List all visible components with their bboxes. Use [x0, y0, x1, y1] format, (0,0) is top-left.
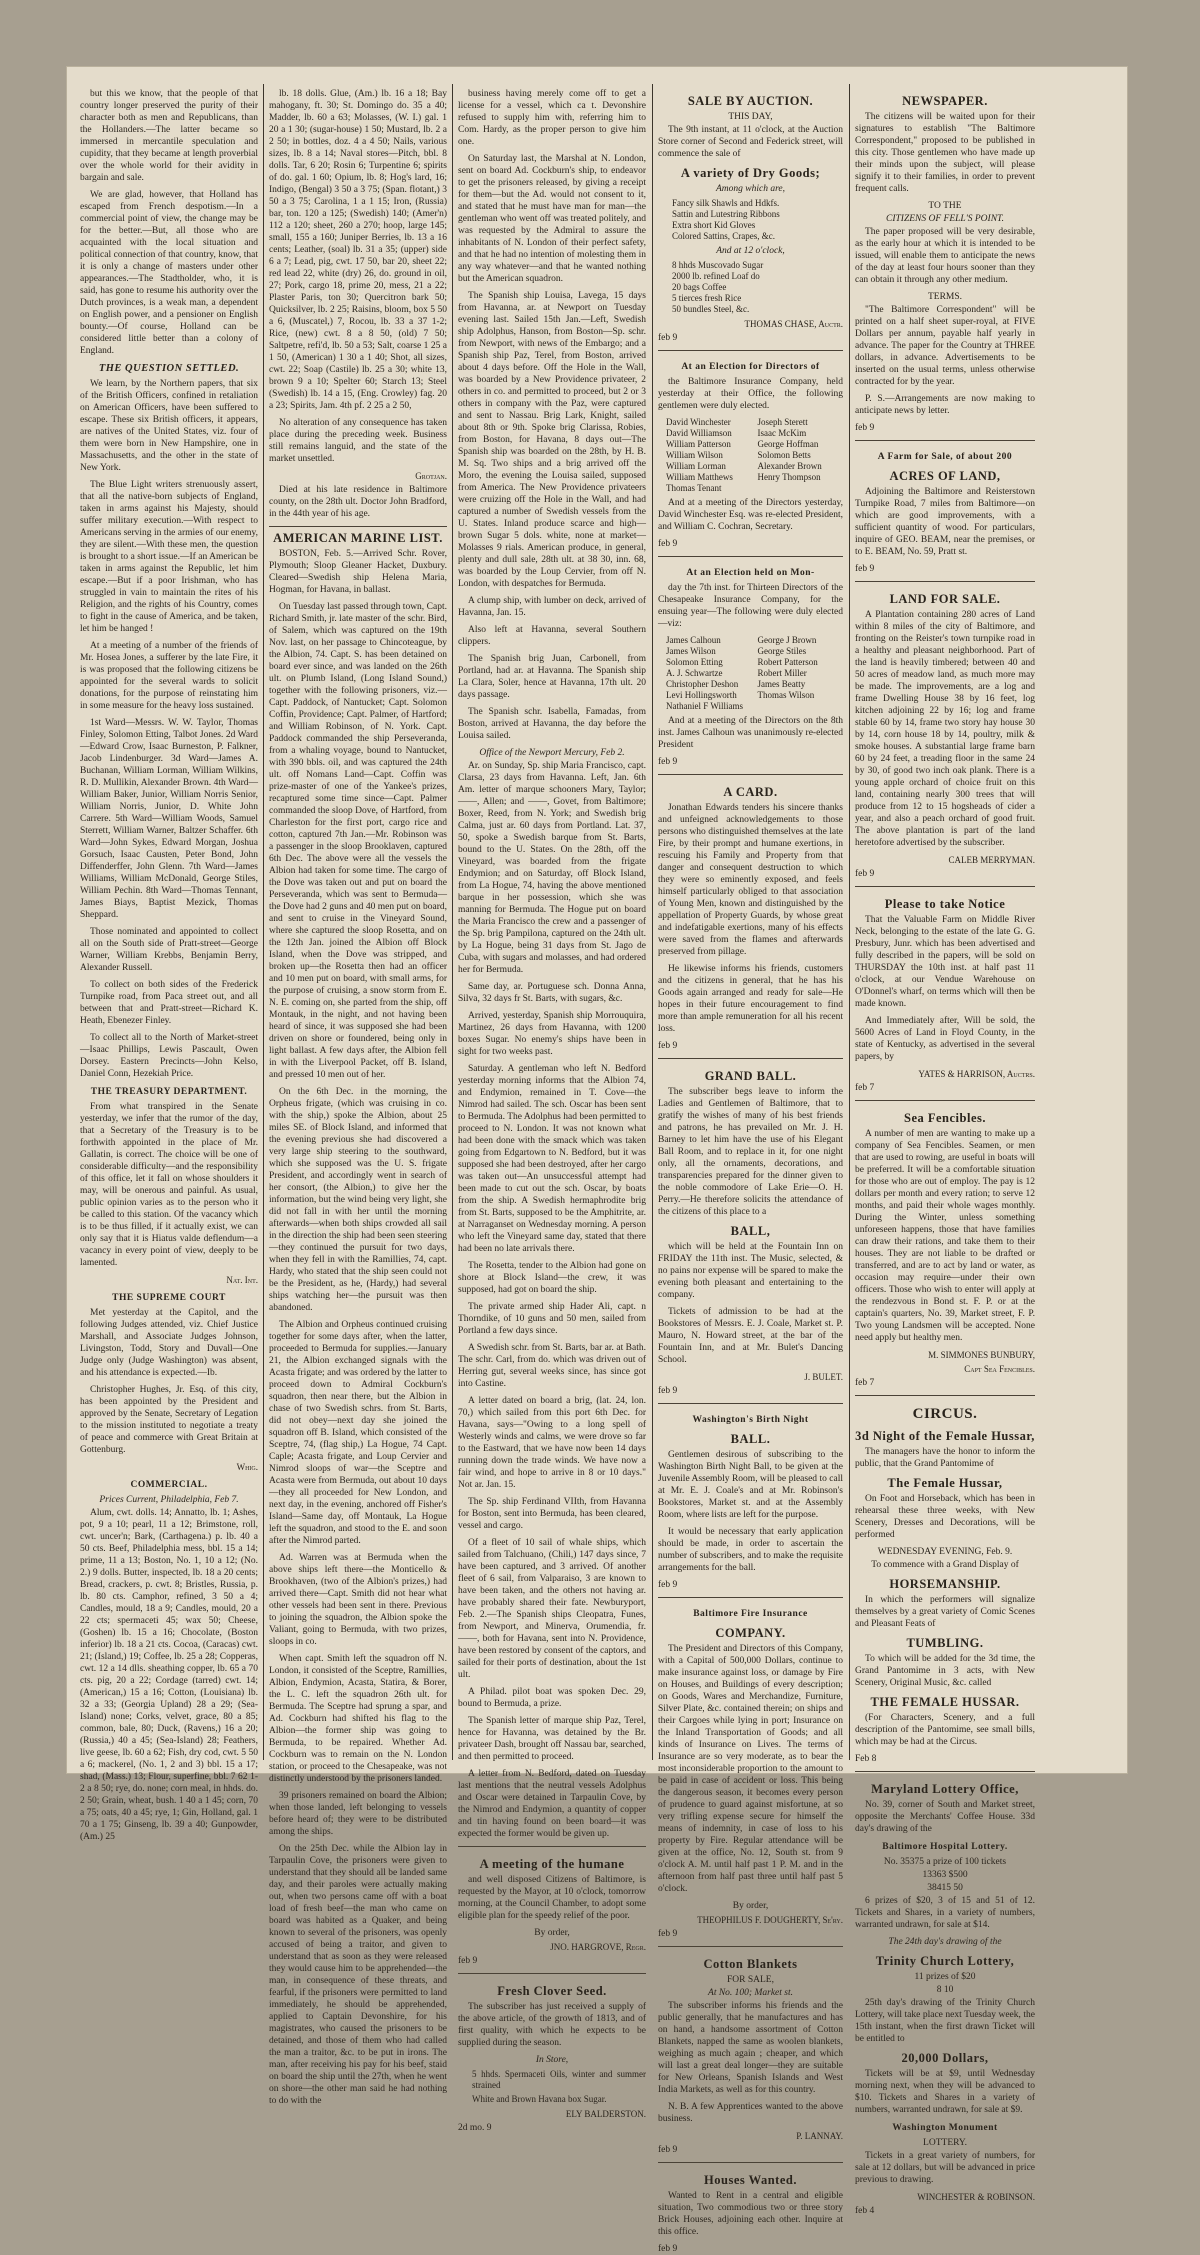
article-paragraph: To collect all to the North of Market-street—Isaac Phillips, Lewis Pascault, Owen Dorsey. Eastern Precincts—John Kelso, Daniel Conn, Hezekiah Price.	[80, 1033, 258, 1079]
headline: Houses Wanted.	[704, 2173, 797, 2187]
ad-date: feb 9	[658, 1580, 678, 1590]
list-item: Robert Miller	[757, 668, 807, 678]
headline: Maryland Lottery Office,	[871, 1782, 1019, 1796]
headline: SALE BY AUCTION.	[687, 94, 814, 108]
article-paragraph: We learn, by the Northern papers, that six of the British Officers, confined in retaliation on American Officers, have been suffered to escape. These six British officers, it appears, are natives of the United States, viz. four of them were born in New Hampshire, one in Massachusetts, and the other in the state of New York.	[80, 379, 258, 473]
name-list	[666, 417, 843, 494]
list-item: James Beatty	[757, 679, 806, 689]
ad-subheading: And at 12 o'clock,	[716, 246, 785, 256]
ad-subheading: In Store,	[535, 2055, 569, 2065]
ad-body: It would be necessary that early application should be made, in order to ascertain the number of subscribers, and to make the requisite arrangements for the ball.	[658, 1527, 843, 1573]
article-paragraph: A clump ship, with lumber on deck, arrived of Havanna, Jan. 15.	[458, 596, 646, 618]
notice-meeting	[458, 1846, 646, 1967]
article-paragraph: No alteration of any consequence has taken place during the preceding week. Business still remains languid, and the state of the market unsettled.	[269, 418, 447, 464]
article-paragraph: Met yesterday at the Capitol, and the following Judges attended, viz. Chief Justice Marshall, and Associate Judges Johnson, Livingston, Todd, Story and Duvall—One Judge only (Judge Washington) was absent, and his attendance is expected.—Ib.	[80, 1308, 258, 1378]
ad-display-line: Baltimore Hospital Lottery.	[882, 1842, 1008, 1852]
subheadline: Prices Current, Philadelphia, Feb 7.	[99, 1495, 239, 1505]
ad-display-line: Washington Monument	[892, 2123, 998, 2133]
ad-signature: M. SIMMONES BUNBURY,	[928, 1350, 1035, 1360]
article-paragraph: Alum, cwt. dolls. 14; Annatto, lb. 1; Ashes, pot, 9 a 10; pearl, 11 a 12; Brimstone, roll, cwt. uncer'n; Bark, (Carthagena.) p. lb. 40 a 50 cts. Beef, Philadelphia mess, bbl. 15 a 14; prime, 11 a 13; Boston, No. 1, 10 a 12; (No. 2.) 9 dolls. Butter, inspected, lb. 18 a 20 cents; Bread, crackers, p. cwt. 8; Bristles, Russia, p. lb. 80 cts. Camphor, refined, 3 50 a 4; Candles, mould, 18 a 9; Candles, mould, 20 a 22 cts; spermaceti 45; wax 50; Cheese, (Goshen) lb. 15 a 16; Chocolate, (Boston inferior) lb. 18 a 21 cts. Cocoa, (Caracas) cwt. 21; (Island,) 19; Coffee, lb. 25 a 28; Copperas, cwt. 12 a 14 dlls. sheathing copper, lb. 65 a 70 cts. pig, 20 a 22; Cordage (tarred) cwt. 14; (American,) 15 a 16; Cotton, (Louisiana) lb. 32 a 33; (Georgia Upland) 28 a 29; (Sea-Island) none; Corks, velvet, grace, 80 a 85; common, bale, 80; Duck, (Ravens,) 16 a 20; (Russia,) 40 a 45; (Sea-Island) 28; Feathers, live geese, lb. 60 a 62; Fish, dry cod, cwt. 5 50 a 6; mackerel, (No. 1, 2 and 3) bbl. 15 a 17; shad, (Mass.) 13; Flour, superfine, bbl. 7 62 1-2 a 8 50; rye, do. none; corn meal, in hhds. do. 2 50; Grain, wheat, bush. 1 40 a 1 45; corn, 70 a 75; oats, 40 a 45; rye, 1; Gin, Holland, gal. 1 70 a 1 75; Ginseng, lb. 39 a 40; Gunpowder, (Am.) 25	[80, 1508, 258, 1842]
ad-subheading: LOTTERY.	[923, 2138, 967, 2148]
list-item: William Wilson	[666, 450, 723, 460]
ad-body: The managers have the honor to inform the public, that the Grand Pantomime of	[855, 1447, 1035, 1469]
article-paragraph: A Swedish schr. from St. Barts, bar ar. at Bath. The schr. Carl, from do. which was driven out of Herring gut, several weeks since, has since got into Castine.	[458, 1343, 646, 1389]
article-paragraph: On the 6th Dec. in the morning, the Orpheus frigate, (which was cruising in co. with the ship,) spoke the Albion, about 25 miles SE. of Block Island, and informed that the evening previous she had discovered a very large ship steering to the southward, which she supposed was the U. S. frigate President, and accordingly went in search of her consort, (the Albion,) to give her the information, but the wind being very light, she did not fall in with her until the morning afterwards—when both ships crowded all sail in the direction the ship had been seen steering—they continued the pursuit for two days, when they fell in with the Ramillies, 74, capt. Hardy, who stated that the ship seen could not be the President, as he, (Hardy,) had several ships watching her—the pursuit was then abandoned.	[269, 1087, 447, 1313]
ad-subheading: TO THE	[928, 201, 962, 211]
list-item: Sattin and Lutestring Ribbons	[672, 209, 780, 219]
obituary: Died at his late residence in Baltimore county, on the 28th ult. Doctor John Bradford, in the 44th year of his age.	[269, 485, 447, 519]
list-item: 20 bags Coffee	[672, 282, 727, 292]
headline: Washington's Birth Night	[692, 1415, 809, 1425]
ad-date: feb 7	[855, 1378, 875, 1388]
ad-display-line: 3d Night of the Female Hussar,	[855, 1429, 1035, 1443]
ad-date: feb 9	[855, 564, 875, 574]
ad-display-line: HORSEMANSHIP.	[889, 1577, 1001, 1591]
article-paragraph: Ar. on Sunday, Sp. ship Maria Francisco, capt. Clarsa, 23 days from Havanna. Left, Jan. 6th Am. letter of marque schooners Mary, Taylor; ——, Allen; and ——, Govet, from Baltimore; Boxer, Reed, from N. York; and Swedish brig Calma, just ar. 60 days from Portland. Lat. 37, 50, spoke a Swedish barque from St. Barts, bound to the U. States. On the 28th, off the Vineyard, was boarded from the frigate Endymion; and on Saturday, off Block Island, from La Hogue, 74, having the above mentioned barque in her possession, which she was manning for Bermuda. The Hogue put on board the Maria Francisco the crew and a passenger of the Sp. brig Pampilona, captured on the 24th ult. by La Hogue, being 31 days from St. Jago de Cuba, with sugars and molasses, and had ordered her for Bermuda.	[458, 761, 646, 975]
column-rule	[652, 84, 653, 1760]
headline: A CARD.	[723, 785, 778, 799]
article-paragraph: Ad. Warren was at Bermuda when the above ships left there—the Monticello & Brookhaven, (two of the Albion's prizes,) had arrived there—Capt. Smith did not hear what other vessels had been sent in there. Previous to joining the squadron, the Albion spoke the Valiant, going to Bermuda, with two prizes, sloops in co.	[269, 1553, 447, 1647]
article-paragraph: Same day, ar. Portuguese sch. Donna Anna, Silva, 32 days fr St. Barts, with sugars, &c.	[458, 982, 646, 1004]
ad-body: The subscriber has just received a supply of the above article, of the growth of 1813, and of first quality, with which he expects to be supplied during the season.	[458, 2002, 646, 2048]
article-paragraph: From what transpired in the Senate yesterday, we infer that the rumor of the day, that a Secretary of the Treasury is to be forthwith appointed in the place of Mr. Gallatin, is correct. The choice will be one of considerable difficulty—and the responsibility of this office, let it fall on whose shoulders it may, will be onerous and painful. As usual, public opinion varies as to the person who it be called to this station. Of the vacancy which is to be thus filled, if it actually exist, we can only say that it is Hiatus valde deflendum—a vacancy in every point of view, deeply to be lamented.	[80, 1102, 258, 1268]
article-paragraph: The Albion and Orpheus continued cruising together for some days after, when the latter, proceeded to Bermuda for supplies.—January 21, the Albion exchanged signals with the Acasta frigate; and was ordered by the latter to proceed down to Admiral Cockburn's squadron, then near there, but the Albion in chase of two Swedish schrs. from St. Barts, did not obey—next day she joined the squadron off B. Island, which consisted of the Sceptre, 74, (flag ship,) La Hogue, 74 Capt. Caple; Acasta frigate, and Loup Cervier and Nimrod sloops of war—the Sceptre and Acasta were from Bermuda, out about 10 days—they all proceeded for New London, and next day, in the evening, anchored off Fisher's Island—Same day, off Montauk, La Hogue left the squadron, and stood to the E. and soon after the Nimrod parted.	[269, 1320, 447, 1546]
list-item: Thomas Wilson	[757, 690, 815, 700]
ad-notice	[855, 886, 1035, 1094]
notice-body: Jonathan Edwards tenders his sincere thanks and unfeigned acknowledgements to those persons who distinguished themselves at the late Fire, by their prompt and humane exertions, in rescuing his Family and Property from that danger and consequent destruction to which they were so eminently exposed, and feels himself particularly obliged to that association of Young Men, known and distinguished by the appellation of Property Guards, by whose great and indefatigable exertions, many of his effects were saved from the flames and afterwards preserved from pillage.	[658, 803, 843, 957]
ad-body: which will be held at the Fountain Inn on FRIDAY the 11th inst. The Music, selected, & no pains nor expense will be spared to make the evening both pleasant and entertaining to the company.	[658, 1242, 843, 1300]
list-item: George Stiles	[757, 646, 807, 656]
ad-body: Tickets of admission to be had at the Bookstores of Messrs. E. J. Coale, Market st. P. Mauro, N. Howard street, at the bar of the Fountain Inn, and at Mr. Bulet's Dancing School.	[658, 1307, 843, 1365]
notice-body: And at a meeting of the Directors yesterday, David Winchester Esq. was re-elected President, and William C. Cochran, Secretary.	[658, 498, 843, 532]
ad-body: Tickets in a great variety of numbers, for sale at 12 dollars, but will be advanced in price previous to drawing.	[855, 2151, 1035, 2185]
ad-date: feb 7	[855, 1083, 875, 1093]
list-item: Isaac McKim	[757, 428, 807, 438]
list-item: Solomon Betts	[757, 450, 811, 460]
column-2	[269, 88, 447, 2106]
ad-signature: CALEB MERRYMAN.	[948, 855, 1035, 865]
list-item: George Hoffman	[757, 439, 819, 449]
ad-cotton-blankets	[658, 1946, 843, 2156]
article-paragraph: business having merely come off to get a license for a vessel, which ca t. Devonshire refused to supply him with, referring him to Com. Hardy, as the proper person to give him one.	[458, 89, 646, 147]
ad-body: 25th day's drawing of the Trinity Church Lottery, will take place next Tuesday week, the 15th instant, when the first drawn Ticket will be entitled to	[855, 1998, 1035, 2044]
ad-subheading: CITIZENS OF FELL'S POINT.	[886, 214, 1004, 224]
headline: COMMERCIAL.	[130, 1480, 208, 1490]
article-paragraph: When capt. Smith left the squadron off N. London, it consisted of the Sceptre, Ramillies, Albion, Endymion, Acasta, Statira, & Borer, the L. C. left the squadron 26th ult. for Bermuda. The Sceptre had sprung a spar, and Ad. Cockburn had shifted his flag to the Albion—the former ship was going to Bermuda, to be repaired. Whether Ad. Cockburn was to remain on the N. London station, or proceed to the Chesapeake, was not distinctly understood by the prisoners landed.	[269, 1654, 447, 1784]
ad-date: feb 9	[855, 423, 875, 433]
ad-body: And Immediately after, Will be sold, the 5600 Acres of Land in Floyd County, in the state of Kentucky, as advertised in the several papers, by	[855, 1016, 1035, 1062]
headline: Cotton Blankets	[703, 1957, 798, 1971]
list-item: William Patterson	[666, 439, 731, 449]
list-item: William Matthews	[666, 472, 733, 482]
ad-item: 5 hhds. Spermaceti Oils, winter and summer strained	[472, 2069, 646, 2090]
article-paragraph: The Spanish letter of marque ship Paz, Terel, hence for Havanna, was detained by the Br. privateer Dash, brought off Nassau bar, searched, and then permitted to proceed.	[458, 1716, 646, 1762]
notice-body: and well disposed Citizens of Baltimore, is requested by the Mayor, at 10 o'clock, tomorrow morning, at the Council Chamber, to adopt some eligible plan for the speedy relief of the poor.	[458, 1875, 646, 1921]
notice-body: He likewise informs his friends, customers and the citizens in general, that he has his Goods again arranged and ready for sale—He hopes in their future encouragement to find more than ample remuneration for all his recent loss.	[658, 964, 843, 1034]
prize-line: 11 prizes of $20	[914, 1972, 976, 1982]
ad-body: The subscriber informs his friends and the public generally, that he manufactures and has on hand, a handsome assortment of Cotton Blankets, napped the same as woolen blankets, weighing as much again ; cheaper, and which will last a great deal longer—they are suitable for New Orleans, Spanish Islands and West India Markets, as well as for this country.	[658, 2001, 843, 2095]
article-paragraph: 39 prisoners remained on board the Albion; when those landed, left belonging to vessels before heard of; they were to be distributed among the ships.	[269, 1791, 447, 1837]
article-paragraph: We are glad, however, that Holland has escaped from French despotism.—In a commercial point of view, the change may be for the better.—But, all those who are acquainted with the local situation and political connection of that country, know, that it is only a change of masters under other appearances.—The Stadtholder, who, it is said, has gone to resume his authority over the Dutch provinces, is a weak man, a dependent on English power, and a pensioner on English bounty.—Of course, Holland can be considered little better than a colony of England.	[80, 190, 258, 356]
ad-body: The 9th instant, at 11 o'clock, at the Auction Store corner of Second and Federick street, will commence the sale of	[658, 125, 843, 159]
ad-body: A Plantation containing 280 acres of Land within 8 miles of the city of Baltimore, and fronting on the Reister's town turnpike road in a healthy and pleasant neighborhood. Part of the land is heavily timbered; between 40 and 50 acres of meadow land, as much more may be made. The improvements, are a log and frame Dwelling House 38 by 16 feet, log kitchen adjoining 22 by 16; log and frame stable 60 by 14, frame two story hay house 30 by 14, corn house 18 by 14, poultry, milk & smoke houses. A substantial large frame barn 60 by 24 feet, a treading floor in the same 24 by 30, of good two inch oak plank. There is a young apple orchard of choice fruit on this land, containing nearly 300 trees that will produce from 12 to 15 hogsheads of cider a year, and also a peach orchard of good fruit. The above plantation is part of the land heretofore advertised by the subscriber.	[855, 610, 1035, 848]
list-item	[758, 701, 844, 712]
headline: Sea Fencibles.	[904, 1111, 986, 1125]
ad-postscript: P. S.—Arrangements are now making to anticipate news by letter.	[855, 394, 1035, 416]
headline: At an Election held on Mon-	[686, 568, 815, 578]
article-paragraph: lb. 18 dolls. Glue, (Am.) lb. 16 a 18; Bay mahogany, ft. 30; St. Domingo do. 35 a 40; Madder, lb. 60 a 63; Molasses, (W. I.) gal. 1 20 a 1 30; (sugar-house) 1 50; Mustard, lb. 2 a 2 50; in bottles, doz. 4 a 4 50; Nails, various sizes, lb. 8 a 14; Naval stores—Pitch, bbl. 8 dolls. Tar, 6 20; Rosin 6; Turpentine 6; spirits of do. gal. 1 60; Opium, lb. 8; Hog's lard, 16; Indigo, (Bengal) 3 50 a 3 75; (Span. flotant,) 3 50 a 3 75; Carolina, 1 a 1 15; Iron, (Russia) bar, ton. 120 a 125; (Swedish) 140; (Amer'n) 112 a 120; sheet, 260 a 270; hoop, large 145; small, 155 a 160; Juniper Berries, lb. 13 a 16 cents; Leather, (soal) lb. 31 a 35; (upper) side 6 a 7; Lead, pig, cwt. 17 50, bar 20, sheet 22; red lead 22, white (dry) 26, do. ground in oil, 27; Pork, cargo 18, prime 20, mess, 21 a 22; Plaster Paris, ton 30; Quercitron bark 50; Quicksilver, lb. 2 25; Raisins, bloom, box 5 50 a 6, (Muscatel,) 7, Rocou, lb. 33 a 37 1-2; Rice, (new) cwt. 8 a 8 50, (old) 7 50; Saltpetre, refi'd, lb. 50 a 53; Salt, coarse 1 25 a 1 50, (American) 1 30 a 1 40; Shot, all sizes, cwt. 22; Soap (Castile) lb. 25 a 30; white 13, brown 9 a 10; Spelter 60; Starch 13; Steel (Swedish) lb. 14 a 15, (Eng. Crowley) fag. 20 a 23; Spirits, Jam. 4th pf. 2 25 a 2 50,	[269, 89, 447, 411]
ad-subheading: TERMS.	[927, 292, 963, 302]
list-item: Fancy silk Shawls and Hdkfs.	[672, 198, 780, 208]
ad-fire-insurance	[658, 1597, 843, 1940]
article-paragraph: Christopher Hughes, Jr. Esq. of this city, has been appointed by the President and approved by the Senate, Secretary of Legation to the mission instituted to negotiate a treaty of peace and commerce with Great Britain at Gottenburg.	[80, 1385, 258, 1455]
list-item: 2000 lb. refined Loaf do	[672, 271, 760, 281]
ad-body: Tickets will be at $9, until Wednesday morning next, when they will be advanced to $10. Tickets and Shares in a variety of numbers, warranted undrawn, for sale at $9.	[855, 2069, 1035, 2115]
ad-date: feb 9	[658, 1929, 678, 1939]
headline: THE TREASURY DEPARTMENT.	[90, 1087, 248, 1097]
ad-auction	[658, 94, 843, 344]
headline: NEWSPAPER.	[902, 94, 988, 108]
ad-signature: ELY BALDERSTON.	[565, 2109, 646, 2119]
ad-item-list	[672, 198, 843, 242]
notice-body: the Baltimore Insurance Company, held yesterday at their Office, the following gentlemen were duly elected.	[658, 377, 843, 411]
ad-body: Wanted to Rent in a central and eligible situation, Two commodious two or three story Brick Houses, adjoining each other. Inquire at this office.	[658, 2191, 843, 2237]
ad-body: No. 39, corner of South and Market street, opposite the Merchants' Coffee House. 33d day's drawing of the	[855, 1800, 1035, 1834]
ad-display-line: THE FEMALE HUSSAR.	[870, 1695, 1020, 1709]
headline: At an Election for Directors of	[681, 362, 820, 372]
article-paragraph: On the 25th Dec. while the Albion lay in Tarpaulin Cove, the prisoners were given to understand that they should all be landed same day, and their paroles were actually making out, when two persons came off with a boat load of fresh beef—the man who came on board was habited as a Quaker, and being known to several of the prisoners, was openly accused of being a traitor, and given to understand that as soon as they were released they would cause him to be apprehended—the man, in consequence of these threats, and fearful, if the prisoners were permitted to land immediately, he should be apprehended, applied to Captain Devonshire, for his magistrates, who caused the prisoners to be detained, and those of them who had called the man a traitor, &c. to be put in irons. The man, after receiving his pay for his beef, staid on board the ship until the 27th, when he went on shore—the other man said he had nothing to do with the	[269, 1844, 447, 2106]
list-item: William Lorman	[666, 461, 726, 471]
article-paragraph: The Rosetta, tender to the Albion had gone on shore at Block Island—the crew, it was supposed, had got on board the ship.	[458, 1261, 646, 1295]
notice-date: feb 9	[458, 1956, 478, 1966]
ad-body: Gentlemen desirous of subscribing to the Washington Birth Night Ball, to be given at the Juvenile Assembly Room, will be pleased to call at Mr. E. J. Coale's and at Mr. Robinson's Bookstores, Market st. and at the Assembly Room, where lists are left for the purpose.	[658, 1450, 843, 1520]
ad-subheading: FOR SALE,	[727, 1975, 774, 1985]
ad-body: N. B. A few Apprentices wanted to the above business.	[658, 2102, 843, 2124]
column-5	[855, 88, 1035, 2216]
subheadline: Office of the Newport Mercury, Feb 2.	[479, 748, 625, 758]
ad-body: (For Characters, Scenery, and a full description of the Pantomime, see small bills, which may be had at the Circus.	[855, 1713, 1035, 1747]
ad-subheading: Among which are,	[715, 184, 786, 194]
headline: Baltimore Fire Insurance	[693, 1609, 808, 1619]
column-1	[80, 88, 258, 1842]
article-paragraph: Also left at Havanna, several Southern clippers.	[458, 625, 646, 647]
ad-clover-seed	[458, 1973, 646, 2134]
ad-body: The President and Directors of this Company, with a Capital of 500,000 Dollars, continue to make insurance against loss, or damage by Fire on Houses, and Buildings of every description; on Goods, Wares and Merchandize, Furniture, Silver Plate, &c. contained therein; on ships and their Cargoes while lying in port; Insurance on the Inland Transportation of Goods; and all kinds of Insurance on Lives. The terms of Insurance are so very moderate, as to bear the most inconsiderable proportion to the amount to be paid in case of accident or loss. This being the dangerous season, it becomes every person of prudence to guard against misfortune, at so very trifling expense secure for himself the means of indemnity, in case of loss to his property by Fire. Regular attendance will be given at the office, No. 12, South st. from 9 o'clock A. M. until half past 1 P. M. and in the afternoon from half past three until half past 5 o'clock.	[658, 1644, 843, 1894]
ad-display-line: TUMBLING.	[906, 1636, 984, 1650]
list-item: David Williamson	[666, 428, 732, 438]
ad-newspaper	[855, 94, 1035, 434]
column-rule	[849, 84, 850, 1760]
ad-houses-wanted	[658, 2162, 843, 2255]
ad-body: To which will be added for the 3d time, the Grand Pantomime in 3 acts, with New Scenery, Original Music, &c. called	[855, 1654, 1035, 1688]
ad-item: White and Brown Havana box Sugar.	[472, 2094, 607, 2104]
article-paragraph: On Saturday last, the Marshal at N. London, sent on board Ad. Cockburn's ship, to endeavor to get the prisoners released, by giving a receipt for them—but the Ad. would not consent to it, and stated that he must have man for man—the gentleman who went off was treated politely, and was requested by the Admiral to assure the inhabitants of N. London of their perfect safety, and that he had no intention of molesting them in any way whatever—and that he wanted nothing but the American squadron.	[458, 154, 646, 284]
ad-date: feb 9	[658, 2244, 678, 2254]
article-paragraph: Of a fleet of 10 sail of whale ships, which sailed from Talchuano, (Chili,) 147 days since, 7 have been captured, and 3 arrived. Of another fleet of 6 sail, from Valparaiso, 3 are known to have been taken, and the others not having ar. have probably shared their fate. Newburyport, Feb. 2.—The Spanish ships Cleopatra, Funes, from Newport, and Minerva, Orumendia, fr. ——, both for Havana, sent into N. Providence, have been restored by consent of the captors, and sailed for their ports of destination, about the 1st ult.	[458, 1538, 646, 1680]
ad-birth-night-ball	[658, 1403, 843, 1591]
article-paragraph: The Spanish ship Louisa, Lavega, 15 days from Havanna, ar. at Newport on Tuesday evening last. Sailed 15th Jan.—Left, Swedish ship Adolphus, Hanson, from Boston—Sp. schr. from Newport, with news of the Embargo; and a Spanish ship Paz, Terel, from Boston, arrived about 4 days before. Off the Hole in the Wall, was boarded by a New Providence privateer, 2 others in co. and permitted to proceed, but 2 or 3 others in company with the Paz, were captured and sent to Nassau. Brig Lark, Knight, sailed about 8th or 9th. Spoke brig Clarissa, Robies, from Boston, for Havana, 8 days out—The Spanish ship was boarded on the 28th, by H. B. M. Sq. Two ships and a brig arrived off the Moro, the evening the Louisa sailed, supposed from America. The New Providence privateers were cruizing off the Hole in the Wall, and had captured a number of Swedish vessels from the U. States. Inland produce scarce and high—brown Sugar 5 dols. white, none at market—Molasses 9 rials. American produce, in general, plenty and dull sale, 28th ult. at 38 30, inn. 68, was boarded by the Loup Cervier, from off N. London, with despatches for Bermuda.	[458, 291, 646, 589]
ad-date: feb 9	[658, 2145, 678, 2155]
ad-body: 6 prizes of $20, 3 of 15 and 51 of 12. Tickets and Shares, in a variety of numbers, warranted undrawn, for sale at $14.	[855, 1896, 1035, 1930]
article-paragraph: A letter dated on board a brig, (lat. 24, lon. 70,) which sailed from this port 6th Dec. for Havana, says—"Owing to a long spell of Westerly winds and calms, we were drove so far to the Eastward, that we have now been 14 days running down the trade winds. We have now a fair wind, and hope to arrive in 8 or 10 days." Not ar. Jan. 15.	[458, 1396, 646, 1490]
prize-line: No. 35375 a prize of 100 tickets	[883, 1857, 1007, 1867]
article-paragraph: 1st Ward—Messrs. W. W. Taylor, Thomas Finley, Solomon Etting, Talbot Jones. 2d Ward—Edward Crow, Isaac Burneston, P. Falkner, Jacob Lindenburger. 3d Ward—James A. Buchanan, William Lorman, William Wilkins, R. D. Mullikin, Alexander Brown. 4th Ward—William Baker, Junior, William Norris Senior, William Norris, Junior, D. White John Carrere. 5th Ward—William Woods, Samuel Sterrett, William Warner, Baltzer Schaffer. 6th Ward—John Sykes, Edward Morgan, Joshua Gorsuch, Isaac Causten, Peter Bond, John Diffenderffer, John Glenn. 7th Ward—James Williams, William McDonald, George Stiles, William Pechin. 8th Ward—Thomas Tennant, James Biays, Baptist Mezick, Thomas Sheppard.	[80, 718, 258, 920]
notice-body: day the 7th inst. for Thirteen Directors of the Chesapeake Insurance Company, for the ensuing year—The following were duly elected—viz:	[658, 583, 843, 629]
ad-display-line: WEDNESDAY EVENING, Feb. 9.	[877, 1547, 1013, 1557]
column-rule	[263, 84, 264, 1760]
ad-display-line: The Female Hussar,	[887, 1476, 1003, 1490]
headline: THE SUPREME COURT	[112, 1293, 226, 1303]
ad-body: "The Baltimore Correspondent" will be printed on a half sheet super-royal, at FIVE Dollars per annum, payable half yearly in advance. The paper for the Country at THREE dollars, in advance. Advertisements to be inserted on the usual terms, unless otherwise contracted for by the year.	[855, 305, 1035, 387]
ad-date: feb 9	[855, 869, 875, 879]
headline: CIRCUS.	[912, 1406, 978, 1422]
list-item: Christopher Deshon	[666, 679, 739, 689]
ad-body: That the Valuable Farm on Middle River Neck, belonging to the estate of the late G. G. Presbury, Junr. which has been advertised and fully described in the papers, will be sold on THURSDAY the 10th inst. at half past 11 o'clock, at our Vendue Warehouse on O'Donnel's wharf, on terms which will then be made known.	[855, 915, 1035, 1009]
article-paragraph: Arrived, yesterday, Spanish ship Morrouquira, Martinez, 26 days from Havanna, with 1200 boxes Sugar. No enemy's ships have been in sight for two weeks past.	[458, 1011, 646, 1057]
ad-body: In which the performers will signalize themselves by a great variety of Comic Scenes and Pleasant Feats of	[855, 1595, 1035, 1629]
headline: Please to take Notice	[884, 897, 1006, 911]
ad-date: Feb 8	[855, 1754, 877, 1764]
prize-line: 8 10	[936, 1985, 954, 1995]
article-paragraph: At a meeting of a number of the friends of Mr. Hosea Jones, a sufferer by the late Fire, it is was proposed that the following citizens be appointed for the several wards to solicit donations, for the purpose of reinstating him in some measure for the heavy loss sustained.	[80, 641, 258, 711]
article-paragraph: The Sp. ship Ferdinand VIIth, from Havanna for Boston, sent into Bermuda, has been cleared, vessel and cargo.	[458, 1497, 646, 1531]
ad-signature: J. BULET.	[804, 1372, 843, 1382]
list-item: Nathaniel F Williams	[666, 701, 743, 711]
ad-signature: Capt Sea Fencibles.	[964, 1364, 1035, 1374]
ad-display-line: Trinity Church Lottery,	[875, 1954, 1015, 1968]
article-paragraph: The Spanish schr. Isabella, Famadas, from Boston, arrived at Havanna, the day before the Louisa sailed.	[458, 707, 646, 741]
article-paragraph: BOSTON, Feb. 5.—Arrived Schr. Rover, Plymouth; Sloop Gleaner Hacket, Duxbury. Cleared—Swedish ship Helena Maria, Hogman, for Havana, in ballast.	[269, 549, 447, 595]
list-item	[758, 483, 844, 494]
ad-body: The paper proposed will be very desirable, as the early hour at which it is intended to be issued, will enable them to anticipate the news of the day at least four hours sooner than they can obtain it through any other medium.	[855, 227, 1035, 285]
ad-body: Adjoining the Baltimore and Reisterstown Turnpike Road, 7 miles from Baltimore—on which are good improvements, with a sufficient quantity of wood. For particulars, inquire of GEO. BEAM, near the premises, or to E. BEAM, No. 59, Pratt st.	[855, 487, 1035, 557]
notice-by: By order,	[534, 1928, 570, 1938]
notice-election-chesapeake	[658, 556, 843, 768]
notice-body: And at a meeting of the Directors on the 8th inst. James Calhoun was unanimously re-elected President	[658, 716, 843, 750]
ad-display-line: 20,000 Dollars,	[901, 2051, 989, 2065]
ad-body: A number of men are wanting to make up a company of Sea Fencibles. Seamen, or men that are used to rowing, are useful in boats will be preferred. It will be a comfortable situation for those who are out of employ. The pay is 12 dollars per month and every ration; to serve 12 months, and paid their whole wages monthly. During the Winter, unless something unforeseen happens, those that have families can draw their rations, and take them to their houses. They are not liable to be drafted or transferred, and are to act by land or water, as occasion may require—under their own officers. Those who wish to enter will apply at the rendezvous in Bond st. F. P. or at the captain's quarters, No. 39, Market street, F. P. Two young Landsmen will be accepted. None need apply but healthy men.	[855, 1129, 1035, 1343]
ad-display-line: BALL.	[730, 1432, 771, 1446]
column-rule	[452, 84, 453, 1760]
list-item: James Wilson	[666, 646, 716, 656]
prize-line: 38415 50	[927, 1883, 963, 1893]
notice-date: feb 9	[658, 757, 678, 767]
list-item: 8 hhds Muscovado Sugar	[672, 260, 764, 270]
ad-display-line: A variety of Dry Goods;	[680, 166, 821, 180]
list-item: Henry Thompson	[757, 472, 821, 482]
ad-lottery-office	[855, 1771, 1035, 2217]
ad-land-sale	[855, 581, 1035, 880]
ad-date: feb 9	[658, 1386, 678, 1396]
ad-signature: THOMAS CHASE, Auctr.	[744, 319, 843, 329]
ad-body: The subscriber begs leave to inform the Ladies and Gentlemen of Baltimore, that to gratify the wishes of many of his best friends and patrons, he has prevailed on Mr. J. H. Barney to let him have the use of his Elegant Ball Room, and to replace in it, for one night only, all the ornaments, decorations, and transparencies prepared for the dinner given to the noble commodore of Lake Erie—O. H. Perry.—He therefore solicits the attendance of the citizens of this place to a	[658, 1087, 843, 1217]
article-paragraph: The Spanish brig Juan, Carbonell, from Portland, had ar. at Havanna. The Spanish ship La Clara, Soler, hence at Havanna, 17th ult. 20 days passage.	[458, 654, 646, 700]
notice-election-baltimore	[658, 350, 843, 550]
article-paragraph: A letter from N. Bedford, dated on Tuesday last mentions that the neutral vessels Adolphus and Oscar were detained in Tarpaulin Cove, by the Nimrod and Endymion, a quantity of copper and tin having found on been board—it was expected the former would be given up.	[458, 1769, 646, 1839]
article-paragraph: The private armed ship Hader Ali, capt. n Thorndike, of 10 guns and 50 men, sailed from Portland a few days since.	[458, 1302, 646, 1336]
headline: A meeting of the humane	[479, 1857, 625, 1871]
column-3	[458, 88, 646, 2133]
ad-signature: YATES & HARRISON, Auctrs.	[918, 1069, 1035, 1079]
ad-subheading: At No. 100; Market st.	[708, 1988, 793, 1998]
list-item: A. J. Schwartze	[666, 668, 723, 678]
list-item: Robert Patterson	[757, 657, 818, 667]
ad-subheading: THIS DAY,	[728, 112, 773, 122]
notice-date: feb 9	[658, 539, 678, 549]
list-item: 5 tierces fresh Rice	[672, 293, 742, 303]
list-item: Thomas Tenant	[666, 483, 722, 493]
notice-date: feb 9	[658, 1041, 678, 1051]
headline: THE QUESTION SETTLED.	[98, 363, 240, 374]
ad-signature: WINCHESTER & ROBINSON.	[917, 2192, 1035, 2202]
ad-date: 2d mo. 9	[458, 2123, 492, 2133]
headline: Fresh Clover Seed.	[497, 1984, 607, 1998]
headline: AMERICAN MARINE LIST.	[269, 526, 447, 545]
list-item: George J Brown	[757, 635, 817, 645]
newspaper-page	[66, 66, 1128, 2254]
article-paragraph: A Philad. pilot boat was spoken Dec. 29, bound to Bermuda, a prize.	[458, 1687, 646, 1709]
list-item: Extra short Kid Gloves	[672, 220, 756, 230]
ad-display-line: COMPANY.	[715, 1626, 786, 1640]
ad-body: The citizens will be waited upon for their signatures to establish "The Baltimore Correspondent," proposed to be published in this city. Those gentlemen who have made up their minds upon the subject, will please signify it to their families, in order to prevent frequent calls.	[855, 112, 1035, 194]
article-paragraph: but this we know, that the people of that country longer preserved the purity of their character both as men and Republicans, than the Hollanders.—The latter became so immersed in mercantile speculation and cupidity, that they became at length proverbial over the whole world for their avidity in bargain and sale.	[80, 89, 258, 183]
article-paragraph: On Tuesday last passed through town, Capt. Richard Smith, jr. late master of the schr. Bird, of Salem, which was captured on the 19th Nov. last, on her passage to Chincoteague, by the Albion, 74. Capt. S. has been detained on board ever since, and was landed on the 26th ult. on Plumb Island, (Long Island Sound,) together with the following prisoners, viz.—Capt. Paddock, of Nantucket; Capt. Solomon Coffin, Providence; Capt. Palmer, of Hartford; and William Robinson, of N. York. Capt. Paddock commanded the ship Perseveranda, from a whaling voyage, bound to Nantucket, with 390 bbls. oil, and was captured the 24th ult. off Nomans Land—Capt. Coffin was prize-master of one of the Yankee's prizes, recaptured some time since—Capt. Palmer commanded the sloop Dove, of Hartford, from Charleston for the first port, cargo rice and cotton, captured 7th Jan.—Mr. Robinson was a passenger in the sloop Brooklaven, captured 6th Dec. The above were all the vessels the Albion had taken for some time. The cargo of the Dove was taken out and put on board the Perseveranda, which was sent to Bermuda—the Dove had 2 guns and 40 men put on board, and sent to cruise in the Vineyard Sound, where she captured the sloop Rosetta, and on the 12th Jan. joined the Albion off Block Island, when the Dove was stripped, and broken up—the Rosetta then had an officer and 10 men put on board, with small arms, for the purpose of cruising, a snow storm from E. N. E. coming on, she parted from the ship, off Montauk, in the night, and not having been heard of since, it was supposed she had been driven on shore or foundered, being only in light ballast. A few days after, the Albion fell in with the Liverpool Packet, off B. Island, and pressed 10 men out of her.	[269, 602, 447, 1080]
source-credit: Grotjan.	[415, 471, 447, 481]
headline: LAND FOR SALE.	[889, 592, 1001, 606]
list-item: 50 bundles Steel, &c.	[672, 304, 750, 314]
source-credit: Nat. Int.	[226, 1275, 258, 1285]
ad-signature: P. LANNAY.	[796, 2131, 843, 2141]
list-item: Levi Hollingsworth	[666, 690, 737, 700]
column-4	[658, 88, 843, 2254]
ad-display-line: ACRES OF LAND,	[889, 469, 1001, 483]
article-paragraph: Saturday. A gentleman who left N. Bedford yesterday morning informs that the Albion 74, and Endymion, remained in T. Cove—the Nimrod had sailed. The sch. Oscar has been sent to Bermuda. The Adolphus had been permitted to proceed to N. London. It was not known what had been done with the smack which was taken going from Edgartown to N. Bedford, but it was supposed she had been destroyed, after her cargo was taken out—An unsuccessful attempt had been made to cut out the sch. Oscar, by boats from the ship. A Swedish hermaphrodite brig from St. Barts, supposed to be the Amphitrite, ar. at Narraganset on Wednesday morning. A person who left the Vineyard same day, stated that there had been no late arrivals there.	[458, 1064, 646, 1254]
prize-line: 13363 $500	[922, 1870, 968, 1880]
list-item: David Winchester	[666, 417, 731, 427]
ad-display-line: BALL,	[730, 1224, 771, 1238]
list-item: Alexander Brown	[757, 461, 822, 471]
ad-by: By order,	[732, 1901, 769, 1911]
notice-card	[658, 774, 843, 1052]
list-item: James Calhoun	[666, 635, 721, 645]
headline: A Farm for Sale, of about 200	[877, 452, 1013, 462]
list-item: Colored Sattins, Crapes, &c.	[672, 231, 775, 241]
ad-farm-sale	[855, 440, 1035, 575]
ad-sea-fencibles	[855, 1100, 1035, 1389]
article-paragraph: The Blue Light writers strenuously assert, that all the native-born subjects of England, taken in arms against his Majesty, should suffer military execution.—With respect to Americans serving in the armies of our enemy, they are silent.—With these men, the question is brought to a short issue.—If an American be taken in arms against the Republic, let him escape.—But if a poor Irishman, who has struggled in vain to maintain the rites of his Religion, and the rights of his Country, comes to fight in the cause of America, and be taken, let him be hanged !	[80, 480, 258, 634]
ad-body: To commence with a Grand Display of	[871, 1560, 1019, 1570]
list-item: Joseph Sterett	[757, 417, 808, 427]
ad-body: On Foot and Horseback, which has been in rehearsal these three weeks, with New Scenery, Dresses and Decorations, will be performed	[855, 1494, 1035, 1540]
article-paragraph: Those nominated and appointed to collect all on the South side of Pratt-street—George Warner, William Krebbs, Benjamin Berry, Alexander Russell.	[80, 927, 258, 973]
ad-grand-ball	[658, 1058, 843, 1397]
article-paragraph: To collect on both sides of the Frederick Turnpike road, from Paca street out, and all between that and Pratt-street—Richard K. Heath, Ebenezer Finley.	[80, 980, 258, 1026]
ad-item-list	[672, 260, 843, 315]
name-list	[666, 635, 843, 712]
headline: GRAND BALL.	[704, 1069, 797, 1083]
ad-signature: THEOPHILUS F. DOUGHERTY, Se'ry.	[697, 1915, 843, 1925]
ad-date: feb 4	[855, 2206, 875, 2216]
source-credit: Whig.	[236, 1462, 258, 1472]
list-item: Solomon Etting	[666, 657, 723, 667]
ad-circus	[855, 1395, 1035, 1765]
ad-subheading: The 24th day's drawing of the	[888, 1937, 1002, 1947]
ad-date: feb 9	[658, 333, 678, 343]
notice-signature: JNO. HARGROVE, Regr.	[550, 1942, 646, 1952]
